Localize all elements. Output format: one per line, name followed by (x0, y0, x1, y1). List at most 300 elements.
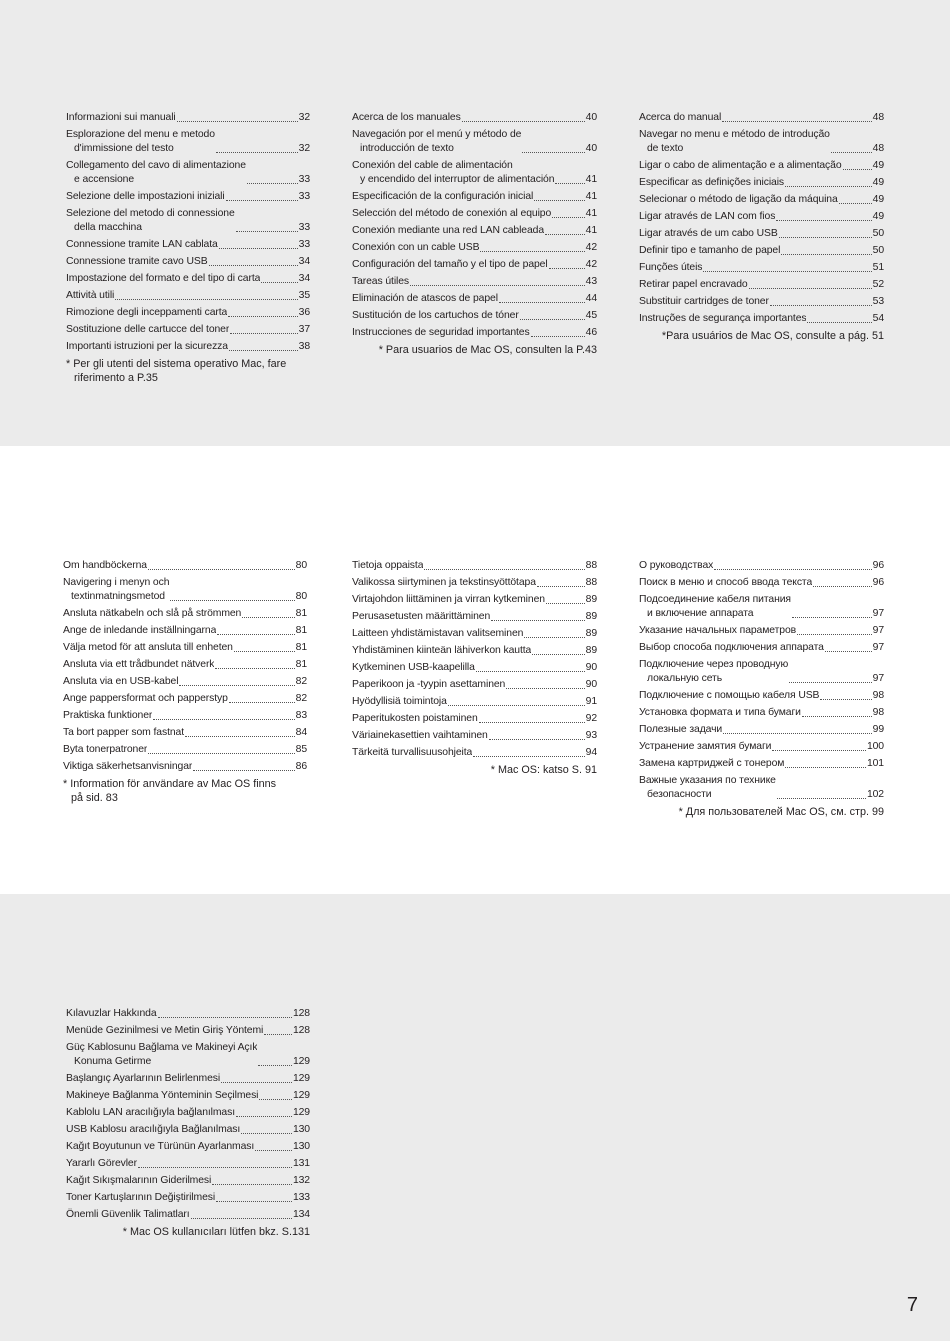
dot-leader (148, 752, 294, 754)
toc-entry (352, 326, 597, 340)
toc-entry-title-line: Menüde Gezinilmesi ve Metin Giriş Yöntemi (66, 1025, 264, 1036)
toc-entry-page: 41 (585, 208, 597, 219)
toc-entry (352, 610, 597, 624)
toc-entry-title (66, 1140, 254, 1154)
dot-leader (226, 199, 298, 201)
toc-entry-page: 98 (872, 707, 884, 718)
toc-entry-title (352, 309, 519, 323)
toc-entry-title-line: Selezione delle impostazioni iniziali (66, 191, 225, 202)
toc-entry (352, 207, 597, 221)
dot-leader (831, 151, 872, 153)
toc-entry-title-line: Navegar no menu e método de introdução (639, 129, 830, 140)
toc-entry-title-line: Ansluta nätkabeln och slå på strömmen (63, 608, 242, 619)
dot-leader (797, 633, 872, 635)
toc-entry-page: 129 (292, 1107, 310, 1118)
toc-entry (352, 695, 597, 709)
toc-entry-title (639, 159, 842, 173)
toc-entry (66, 1041, 310, 1069)
dot-leader (216, 151, 298, 153)
toc-entry-title (66, 1106, 235, 1120)
toc-entry-title-line: Impostazione del formato e del tipo di carta (66, 273, 261, 284)
dot-leader (555, 182, 584, 184)
toc-entry-title-line: Ange pappersformat och papperstyp (63, 693, 228, 704)
toc-entry (352, 241, 597, 255)
toc-entry-title (639, 244, 780, 258)
toc-entry-page: 129 (292, 1073, 310, 1084)
toc-entry-title (63, 658, 214, 672)
toc-entry-page: 128 (292, 1008, 310, 1019)
toc-entry-title (66, 1024, 263, 1038)
toc-entry-page: 41 (585, 191, 597, 202)
toc-entry-page: 40 (585, 143, 597, 154)
dot-leader (480, 250, 584, 252)
toc-entry (66, 1024, 310, 1038)
toc-entry-title (63, 675, 178, 689)
toc-entry-title (352, 207, 551, 221)
toc-entry-page: 49 (872, 194, 884, 205)
toc-entry-title-line: Informazioni sui manuali (66, 112, 176, 123)
toc-entry-title-line: Eliminación de atascos de papel (352, 293, 498, 304)
toc-entry-page: 33 (298, 174, 310, 185)
toc-entry (66, 323, 310, 337)
toc-entry-title-line: Navegación por el menú y método de (352, 129, 522, 140)
dot-leader (489, 738, 585, 740)
toc-spanish (352, 111, 597, 357)
dot-leader (479, 721, 585, 723)
dot-leader (524, 636, 584, 638)
toc-entry-title-continuation: Konuma Getirme (74, 1056, 152, 1067)
toc-entry-page: 80 (295, 560, 307, 571)
toc-entry-page: 100 (866, 741, 884, 752)
toc-entry-title-line: Connessione tramite cavo USB (66, 256, 208, 267)
toc-entry (352, 224, 597, 238)
toc-entry-title-line: Conexión del cable de alimentación (352, 160, 513, 171)
mac-os-note-line: * Per gli utenti del sistema operativo Mac, fare (66, 358, 287, 370)
dot-leader (138, 1166, 292, 1168)
toc-entry-title (639, 312, 806, 326)
dot-leader (462, 120, 585, 122)
toc-entry-title (66, 207, 235, 235)
toc-entry-title (352, 190, 533, 204)
toc-entry (63, 709, 307, 723)
toc-entry (639, 210, 884, 224)
toc-entry-title-line: Важные указания по технике (639, 775, 776, 786)
toc-entry-title-line: Kılavuzlar Hakkında (66, 1008, 157, 1019)
toc-entry-page: 132 (292, 1175, 310, 1186)
toc-entry-page: 85 (295, 744, 307, 755)
toc-entry-title (66, 1089, 258, 1103)
toc-entry-title-line: Importanti istruzioni per la sicurezza (66, 341, 228, 352)
toc-entry-page: 88 (585, 560, 597, 571)
toc-entry-page: 33 (298, 191, 310, 202)
toc-entry-page: 128 (292, 1025, 310, 1036)
toc-entry-page: 33 (298, 239, 310, 250)
toc-swedish (63, 559, 307, 805)
dot-leader (255, 1149, 292, 1151)
toc-entry-title-line: Especificación de la configuración inicial (352, 191, 534, 202)
toc-entry (352, 644, 597, 658)
toc-entry-page: 82 (295, 676, 307, 687)
toc-entry-page: 43 (585, 276, 597, 287)
dot-leader (506, 687, 584, 689)
toc-entry-title-continuation: безопасности (647, 789, 712, 800)
toc-entry-page: 53 (872, 296, 884, 307)
toc-entry-title-line: Valikossa siirtyminen ja tekstinsyöttötapa (352, 577, 536, 588)
toc-entry-title (352, 559, 423, 573)
toc-entry (639, 193, 884, 207)
toc-entry (639, 244, 884, 258)
toc-entry-title (639, 774, 776, 802)
toc-entry-title (639, 128, 830, 156)
toc-entry-title (352, 159, 554, 187)
toc-entry-title-line: USB Kablosu aracılığıyla Bağlanılması (66, 1124, 241, 1135)
toc-entry-title (352, 292, 498, 306)
toc-entry-page: 42 (585, 259, 597, 270)
mac-os-note-line: * Для пользователей Mac OS, см. стр. 99 (678, 806, 884, 818)
dot-leader (217, 633, 294, 635)
toc-entry-title (639, 723, 722, 737)
toc-entry-title (352, 695, 447, 709)
toc-entry-title-line: Toner Kartuşlarının Değiştirilmesi (66, 1192, 216, 1203)
toc-entry-title (66, 1208, 190, 1222)
toc-entry-title-line: Ange de inledande inställningarna (63, 625, 217, 636)
toc-entry-title (639, 740, 771, 754)
toc-entry-title-line: Ta bort papper som fastnat (63, 727, 185, 738)
toc-entry-title-continuation: de texto (647, 143, 684, 154)
toc-entry-page: 33 (298, 222, 310, 233)
toc-entry (66, 1072, 310, 1086)
toc-entry-title (66, 272, 260, 286)
toc-entry-title (639, 559, 713, 573)
toc-entry-title-line: Laitteen yhdistämistavan valitseminen (352, 628, 524, 639)
toc-entry-title (639, 278, 748, 292)
toc-entry (352, 159, 597, 187)
toc-entry (66, 289, 310, 303)
toc-entry (66, 1089, 310, 1103)
toc-entry-title-line: Especificar as definições iniciais (639, 177, 785, 188)
toc-entry-title (352, 746, 472, 760)
dot-leader (825, 650, 872, 652)
toc-entry (639, 559, 884, 573)
toc-entry-title (63, 559, 147, 573)
toc-entry-page: 96 (872, 577, 884, 588)
toc-entry-title (352, 111, 461, 125)
toc-entry-title (66, 1007, 157, 1021)
mac-os-note (352, 343, 597, 357)
toc-entry (639, 295, 884, 309)
toc-entry-title-line: Замена картриджей с тонером (639, 758, 785, 769)
toc-entry-title (352, 712, 478, 726)
toc-entry-title (63, 576, 169, 604)
toc-entry-title-line: Byta tonerpatroner (63, 744, 148, 755)
dot-leader (191, 1217, 292, 1219)
dot-leader (424, 568, 584, 570)
dot-leader (789, 681, 871, 683)
dot-leader (219, 247, 298, 249)
toc-entry (639, 111, 884, 125)
toc-entry-title (352, 627, 523, 641)
toc-entry-title-line: Полезные задачи (639, 724, 723, 735)
toc-entry-title (66, 1123, 240, 1137)
dot-leader (802, 715, 872, 717)
toc-entry-page: 46 (585, 327, 597, 338)
toc-entry-page: 97 (872, 608, 884, 619)
toc-entry (639, 658, 884, 686)
dot-leader (537, 585, 585, 587)
toc-entry (639, 261, 884, 275)
toc-entry-title (63, 641, 233, 655)
toc-entry-page: 41 (585, 174, 597, 185)
dot-leader (177, 120, 298, 122)
toc-entry-page: 97 (872, 673, 884, 684)
toc-entry-title-line: Väriainekasettien vaihtaminen (352, 730, 488, 741)
toc-entry-title-line: Paperitukosten poistaminen (352, 713, 478, 724)
toc-entry-page: 82 (295, 693, 307, 704)
dot-leader (476, 670, 585, 672)
toc-entry-page: 86 (295, 761, 307, 772)
toc-entry-title-line: Ansluta via ett trådbundet nätverk (63, 659, 215, 670)
toc-entry-title (352, 326, 530, 340)
toc-entry-title (66, 289, 114, 303)
toc-entry-title (63, 709, 152, 723)
toc-entry-page: 52 (872, 279, 884, 290)
dot-leader (776, 219, 871, 221)
dot-leader (410, 284, 585, 286)
toc-entry-title-line: Kablolu LAN aracılığıyla bağlanılması (66, 1107, 235, 1118)
toc-entry-title-line: Välja metod för att ansluta till enheten (63, 642, 233, 653)
toc-entry-title-continuation: introducción de texto (360, 143, 454, 154)
toc-entry-title-line: Yararlı Görevler (66, 1158, 137, 1169)
mac-os-note-continuation: riferimento a P.35 (74, 372, 158, 384)
dot-leader (221, 1081, 292, 1083)
dot-leader (807, 321, 871, 323)
toc-entry-title (66, 1157, 137, 1171)
toc-entry-title (66, 1174, 211, 1188)
dot-leader (229, 349, 298, 351)
toc-entry-title-line: Поиск в меню и способ ввода текста (639, 577, 813, 588)
dot-leader (158, 1016, 292, 1018)
toc-entry (352, 678, 597, 692)
toc-entry-page: 89 (585, 645, 597, 656)
toc-entry-title (639, 641, 824, 655)
toc-entry-title (66, 128, 215, 156)
dot-leader (781, 253, 871, 255)
toc-entry-title (352, 275, 409, 289)
dot-leader (236, 230, 298, 232)
toc-entry (63, 576, 307, 604)
toc-entry-title-line: Tietoja oppaista (352, 560, 424, 571)
toc-entry (639, 740, 884, 754)
dot-leader (185, 735, 295, 737)
toc-russian (639, 559, 884, 819)
dot-leader (228, 315, 297, 317)
toc-entry-title-line: Selezione del metodo di connessione (66, 208, 235, 219)
toc-entry-page: 101 (866, 758, 884, 769)
toc-entry-page: 50 (872, 245, 884, 256)
toc-entry-title (639, 295, 769, 309)
toc-entry-page: 44 (585, 293, 597, 304)
toc-entry-title (639, 624, 796, 638)
toc-entry (63, 743, 307, 757)
toc-entry (352, 746, 597, 760)
dot-leader (179, 684, 294, 686)
toc-entry (639, 757, 884, 771)
toc-entry (66, 1157, 310, 1171)
toc-entry-title-line: Funções úteis (639, 262, 703, 273)
dot-leader (491, 619, 585, 621)
dot-leader (772, 749, 866, 751)
toc-entry-title (63, 692, 228, 706)
toc-entry-title-line: Установка формата и типа бумаги (639, 707, 801, 718)
toc-entry-title-line: Conexión con un cable USB (352, 242, 480, 253)
toc-entry-title (639, 227, 778, 241)
toc-entry (63, 607, 307, 621)
toc-entry-title-line: Başlangıç Ayarlarının Belirlenmesi (66, 1073, 221, 1084)
toc-entry-title-continuation: e accensione (74, 174, 135, 185)
toc-entry (63, 726, 307, 740)
toc-entry-page: 80 (295, 591, 307, 602)
toc-entry-title-continuation: della macchina (74, 222, 142, 233)
toc-entry (66, 111, 310, 125)
toc-entry-title (66, 1191, 215, 1205)
toc-entry-title (352, 224, 544, 238)
toc-entry-title-line: Instrucciones de seguridad importantes (352, 327, 530, 338)
toc-portuguese (639, 111, 884, 343)
dot-leader (216, 1200, 292, 1202)
mac-os-note (639, 805, 884, 819)
page-number: 7 (906, 1294, 918, 1316)
toc-entry-page: 49 (872, 211, 884, 222)
toc-entry-title-line: Substituir cartridges de toner (639, 296, 769, 307)
toc-entry (66, 159, 310, 187)
toc-entry-title-line: Sustitución de los cartuchos de tóner (352, 310, 519, 321)
toc-entry-page: 50 (872, 228, 884, 239)
toc-entry-title (66, 1072, 220, 1086)
dot-leader (473, 755, 584, 757)
toc-entry-title-line: Ligar o cabo de alimentação e a alimentação (639, 160, 842, 171)
toc-entry-title (639, 176, 784, 190)
toc-entry-title-line: Подключение через проводную (639, 659, 789, 670)
toc-entry (63, 760, 307, 774)
mac-os-note-line: * Para usuarios de Mac OS, consulten la P.43 (378, 344, 597, 356)
toc-entry-page: 34 (298, 273, 310, 284)
toc-entry (639, 227, 884, 241)
dot-leader (723, 732, 871, 734)
toc-entry-title-line: Yhdistäminen kiinteän lähiverkon kautta (352, 645, 532, 656)
dot-leader (261, 281, 297, 283)
toc-entry-title-line: Attività utili (66, 290, 115, 301)
toc-entry-title (352, 661, 475, 675)
toc-entry-title-line: Navigering i menyn och (63, 577, 170, 588)
toc-entry (66, 1191, 310, 1205)
toc-entry-page: 42 (585, 242, 597, 253)
toc-entry (639, 774, 884, 802)
dot-leader (258, 1064, 292, 1066)
toc-entry-title-line: Sostituzione delle cartucce del toner (66, 324, 230, 335)
toc-entry (352, 309, 597, 323)
toc-entry-page: 88 (585, 577, 597, 588)
toc-entry (352, 593, 597, 607)
dot-leader (234, 650, 295, 652)
toc-entry-title (66, 159, 246, 187)
mac-os-note-line: * Mac OS: katso S. 91 (490, 764, 597, 776)
toc-entry-title-line: Kytkeminen USB-kaapelilla (352, 662, 475, 673)
toc-entry-title-line: Definir tipo e tamanho de papel (639, 245, 781, 256)
toc-entry (639, 689, 884, 703)
toc-entry-page: 48 (872, 143, 884, 154)
toc-entry-page: 48 (872, 112, 884, 123)
toc-entry-title-line: Connessione tramite LAN cablata (66, 239, 218, 250)
toc-entry-title-line: Указание начальных параметров (639, 625, 797, 636)
toc-entry (639, 159, 884, 173)
dot-leader (792, 616, 872, 618)
toc-entry-title (639, 111, 721, 125)
toc-entry-page: 40 (585, 112, 597, 123)
dot-leader (820, 698, 871, 700)
toc-entry-page: 35 (298, 290, 310, 301)
toc-entry-title-line: Выбор способа подключения аппарата (639, 642, 824, 653)
toc-entry-title-continuation: y encendido del interruptor de alimentación (360, 174, 555, 185)
toc-entry-page: 51 (872, 262, 884, 273)
toc-entry-title-line: Acerca do manual (639, 112, 722, 123)
dot-leader (264, 1033, 292, 1035)
toc-entry-title-line: Устранение замятия бумаги (639, 741, 772, 752)
toc-entry-title-line: Praktiska funktioner (63, 710, 153, 721)
toc-entry-title-line: Kağıt Sıkışmalarının Giderilmesi (66, 1175, 212, 1186)
toc-entry-title (352, 576, 536, 590)
toc-entry (639, 723, 884, 737)
toc-entry-title (352, 128, 521, 156)
toc-entry (66, 238, 310, 252)
mac-os-note-line: * Information för användare av Mac OS finns (63, 778, 277, 790)
toc-entry (352, 128, 597, 156)
toc-entry-title-line: Подсоединение кабеля питания (639, 594, 791, 605)
toc-entry-page: 81 (295, 659, 307, 670)
toc-entry-page: 89 (585, 628, 597, 639)
dot-leader (545, 233, 585, 235)
mac-os-note-line: * Mac OS kullanıcıları lütfen bkz. S.131 (122, 1226, 310, 1238)
toc-entry-page: 90 (585, 662, 597, 673)
dot-leader (777, 797, 866, 799)
toc-entry-title-line: Conexión mediante una red LAN cableada (352, 225, 545, 236)
dot-leader (153, 718, 294, 720)
toc-entry (639, 624, 884, 638)
toc-entry-title-line: Подключение с помощью кабеля USB (639, 690, 820, 701)
dot-leader (839, 202, 872, 204)
dot-leader (785, 766, 866, 768)
toc-entry-title (639, 576, 812, 590)
toc-entry (63, 675, 307, 689)
toc-entry (66, 1208, 310, 1222)
toc-entry (352, 712, 597, 726)
dot-leader (230, 332, 297, 334)
dot-leader (532, 653, 584, 655)
dot-leader (247, 182, 298, 184)
dot-leader (546, 602, 585, 604)
dot-leader (241, 1132, 292, 1134)
toc-entry (639, 312, 884, 326)
toc-entry-title (66, 340, 228, 354)
dot-leader (242, 616, 294, 618)
dot-leader (212, 1183, 292, 1185)
toc-entry-title (639, 757, 784, 771)
dot-leader (549, 267, 585, 269)
toc-entry (63, 559, 307, 573)
toc-entry-title-line: Perusasetusten määrittäminen (352, 611, 491, 622)
toc-entry-title-line: Hyödyllisiä toimintoja (352, 696, 447, 707)
dot-leader (259, 1098, 292, 1100)
toc-entry-page: 36 (298, 307, 310, 318)
